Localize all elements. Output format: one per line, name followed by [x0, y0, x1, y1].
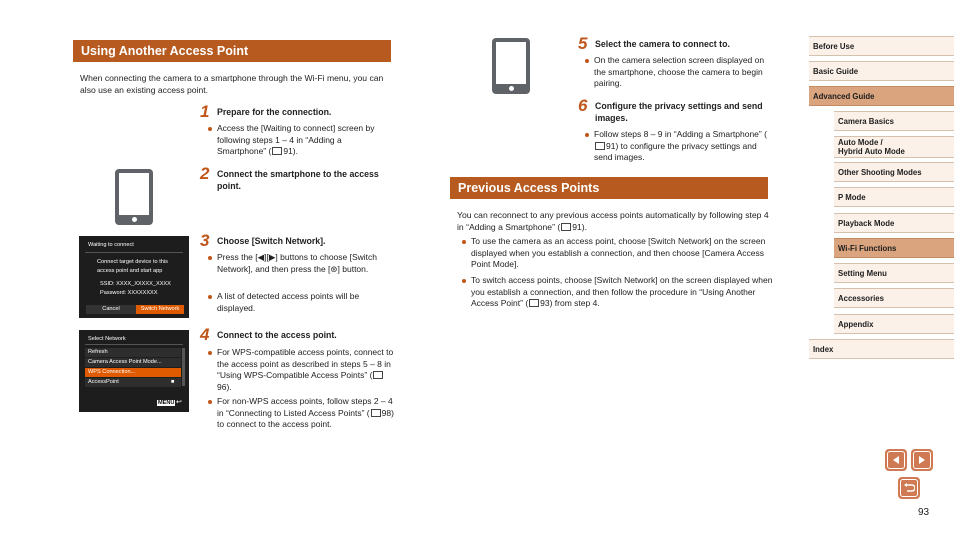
step-4 [200, 325, 392, 344]
nav-wifi-functions[interactable]: Wi-Fi Functions [834, 238, 954, 258]
previous-ap-intro: You can reconnect to any previous access points automatically by following step 4 in “Adding a Smartphone” ( 91). [457, 210, 769, 232]
nav-basic-guide[interactable]: Basic Guide [809, 61, 954, 81]
ssid-text: SSID: XXXX_XXXXX_XXXX [100, 281, 171, 287]
step-5 [578, 34, 775, 53]
step-6 [578, 96, 775, 124]
step-title: Select the camera to connect to. [595, 39, 730, 49]
smartphone-icon [115, 169, 153, 225]
return-button[interactable] [898, 477, 920, 499]
nav-setting-menu[interactable]: Setting Menu [834, 263, 954, 283]
nav-accessories[interactable]: Accessories [834, 288, 954, 308]
step-3 [200, 231, 392, 250]
nav-label: Hybrid Auto Mode [838, 147, 905, 156]
screen-heading: Select Network [88, 336, 126, 342]
step-number: 3 [200, 231, 210, 250]
nav-p-mode[interactable]: P Mode [834, 187, 954, 207]
nav-advanced-guide[interactable]: Advanced Guide [809, 86, 954, 106]
book-icon [373, 371, 383, 379]
prev-page-button[interactable] [885, 449, 907, 471]
step-title: Choose [Switch Network]. [217, 236, 326, 246]
network-item[interactable]: Refresh [85, 348, 181, 357]
step-2 [200, 164, 392, 192]
return-icon: ↩ [176, 399, 182, 406]
book-icon [529, 299, 539, 307]
return-icon [903, 483, 915, 493]
section-heading-another-ap: Using Another Access Point [73, 40, 391, 62]
nav-label: Auto Mode / [838, 138, 883, 147]
nav-other-shooting[interactable]: Other Shooting Modes [834, 162, 954, 182]
nav-index[interactable]: Index [809, 339, 954, 359]
step-3-bullet-2: A list of detected access points will be displayed. [208, 291, 393, 314]
step-4-bullet-2: For non-WPS access points, follow steps 2 – 4 in “Connecting to Listed Access Points” ( 98) to connect to the access point. [208, 396, 395, 431]
page-number: 93 [918, 507, 930, 518]
step-3-bullet-1: Press the [◀][▶] buttons to choose [Switch Network], and then press the [⊛] button. [208, 252, 393, 275]
password-text: Password: XXXXXXXX [100, 290, 158, 296]
step-number: 6 [578, 96, 588, 115]
step-number: 1 [200, 102, 210, 121]
screen-text: access point and start app [97, 268, 163, 274]
book-icon [272, 147, 282, 155]
lock-icon: ■ [171, 379, 175, 385]
previous-ap-bullet-1: To use the camera as an access point, choose [Switch Network] on the screen displayed when you establish a connection, and then choose [Camera Access Point Mode]. [462, 236, 777, 271]
nav-camera-basics[interactable]: Camera Basics [834, 111, 954, 131]
screen-text: Connect target device to this [97, 259, 168, 265]
switch-network-button[interactable]: Switch Network [136, 305, 184, 314]
network-item-selected[interactable]: WPS Connection... [85, 368, 181, 377]
step-1-bullet-1: Access the [Waiting to connect] screen by following steps 1 – 4 in “Adding a Smartphone” ( 91). [208, 123, 393, 158]
step-4-bullet-1: For WPS-compatible access points, connect to the access point as described in steps 5 – 8 in “Using WPS-Compatible Access Points” (96). [208, 347, 395, 393]
step-number: 5 [578, 34, 588, 53]
screen-heading: Waiting to connect [88, 242, 134, 248]
book-icon [371, 409, 381, 417]
book-icon [595, 142, 605, 150]
step-title: Connect the smartphone to the access point. [217, 169, 379, 191]
step-5-bullet-1: On the camera selection screen displayed on the smartphone, choose the camera to begin pairing. [585, 55, 775, 90]
nav-before-use[interactable]: Before Use [809, 36, 954, 56]
section-heading-previous-ap: Previous Access Points [450, 177, 768, 199]
camera-screen-select-network [79, 330, 189, 412]
arrow-left-icon [891, 455, 901, 465]
arrow-right-icon [917, 455, 927, 465]
intro-paragraph: When connecting the camera to a smartphone through the Wi-Fi menu, you can also use an existing access point. [80, 73, 384, 95]
previous-ap-bullet-2: To switch access points, choose [Switch Network] on the screen displayed when you establish a connection, and then follow the procedure in “Using Another Access Point” ( 93) from step 4. [462, 275, 777, 310]
network-item[interactable]: Camera Access Point Mode... [85, 358, 181, 367]
book-icon [561, 223, 571, 231]
step-6-bullet-1: Follow steps 8 – 9 in “Adding a Smartphone” (91) to configure the privacy settings and send images. [585, 129, 775, 164]
menu-label: MENU [158, 400, 175, 406]
step-1 [200, 102, 392, 121]
cancel-button[interactable]: Cancel [86, 305, 136, 314]
next-page-button[interactable] [911, 449, 933, 471]
step-title: Prepare for the connection. [217, 107, 332, 117]
step-number: 2 [200, 164, 210, 183]
step-number: 4 [200, 325, 210, 344]
step-title: Connect to the access point. [217, 330, 337, 340]
camera-screen-waiting [79, 236, 189, 318]
nav-playback-mode[interactable]: Playback Mode [834, 213, 954, 233]
nav-appendix[interactable]: Appendix [834, 314, 954, 334]
smartphone-icon [492, 38, 530, 94]
func-set-icon: ⊛ [330, 263, 338, 274]
nav-auto-mode[interactable] [834, 136, 954, 158]
network-item[interactable]: AccessPoint [85, 378, 181, 387]
step-title: Configure the privacy settings and send images. [595, 101, 763, 123]
